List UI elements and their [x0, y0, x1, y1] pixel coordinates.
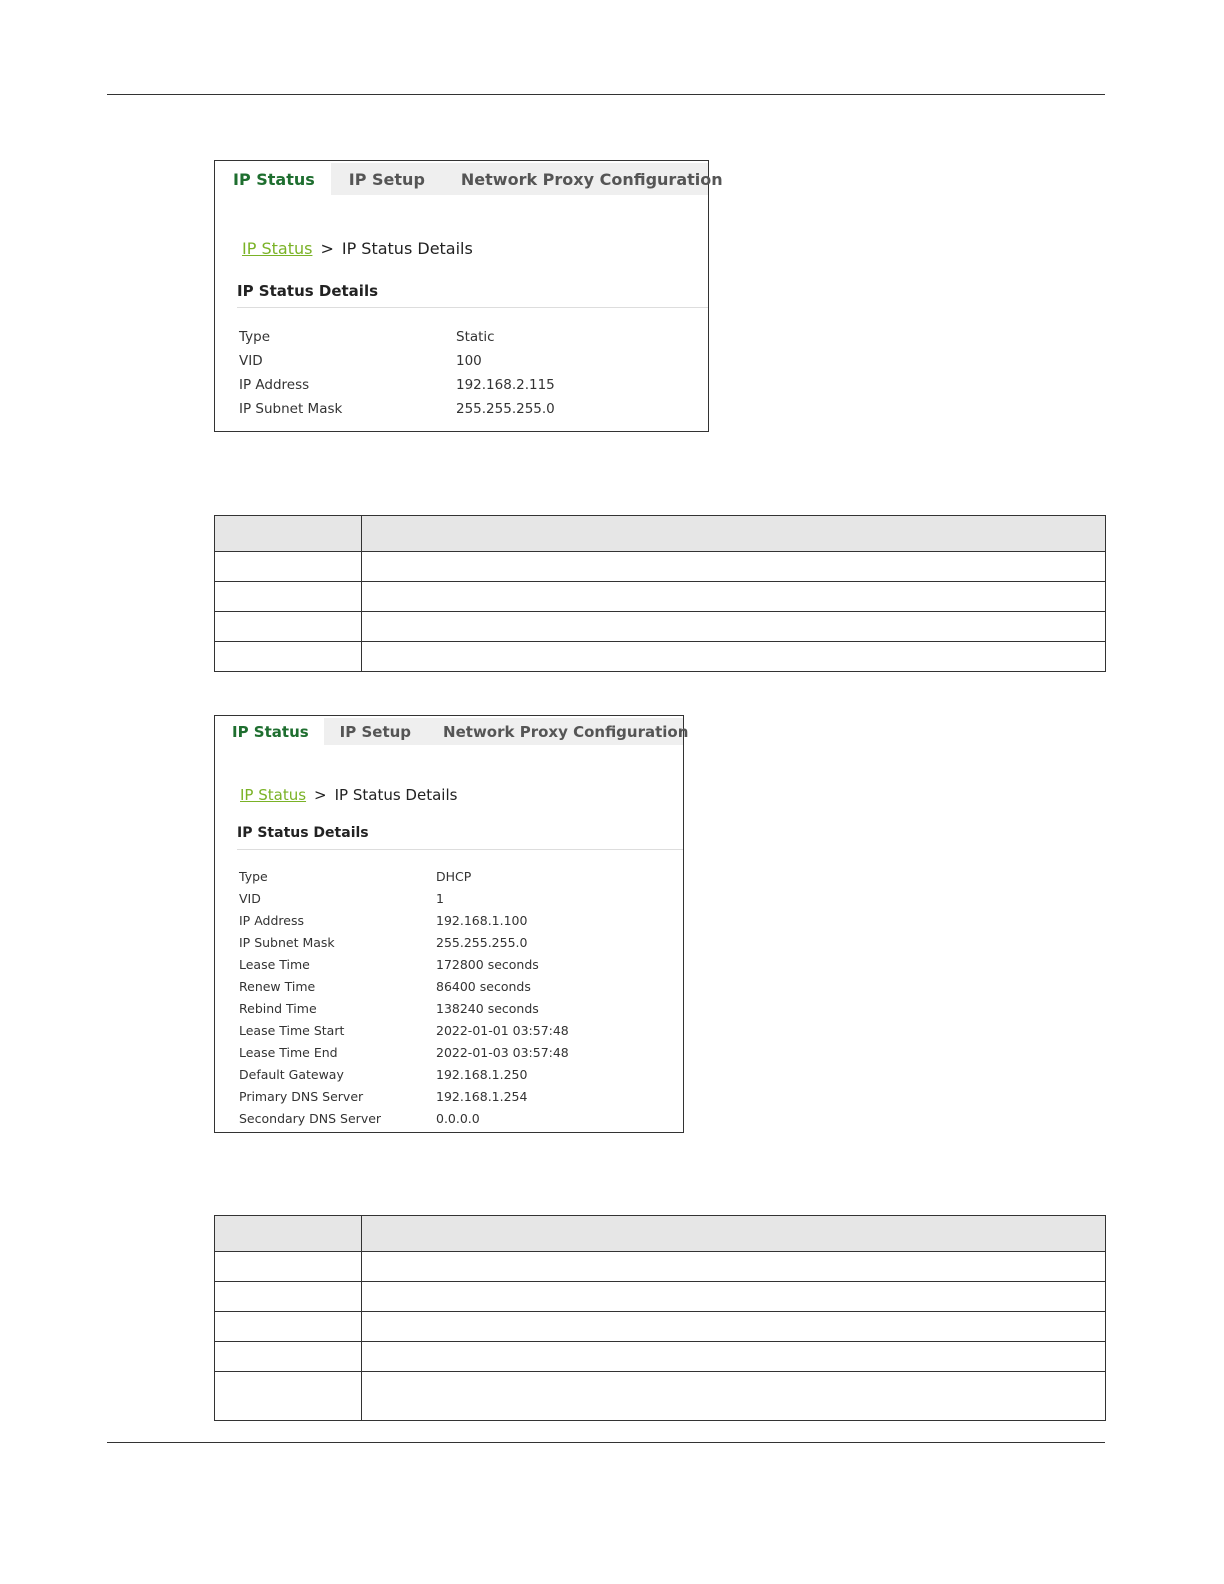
detail-row-secondary-dns-server: [239, 1108, 673, 1130]
table-cell: [362, 552, 1106, 582]
table-row: [215, 552, 1106, 582]
ip-status-details-panel-dhcp: [214, 715, 689, 1133]
table-cell: [215, 582, 362, 612]
detail-row-default-gateway: [239, 1064, 673, 1086]
detail-label: Type: [239, 869, 268, 884]
table-cell: [215, 552, 362, 582]
table-cell: [362, 612, 1106, 642]
table-cell: [215, 612, 362, 642]
table-row: [215, 1252, 1106, 1282]
page-header-rule: [107, 94, 1105, 95]
detail-label: VID: [239, 353, 263, 369]
detail-label: Primary DNS Server: [239, 1089, 364, 1104]
table-row: [215, 1312, 1106, 1342]
table-cell: [215, 642, 362, 672]
detail-row-lease-time-start: [239, 1020, 673, 1042]
tab-ip-status[interactable]: IP Status: [217, 718, 324, 745]
tab-network-proxy-configuration[interactable]: Network Proxy Configuration: [460, 169, 723, 189]
table-row: [215, 642, 1106, 672]
detail-label: IP Subnet Mask: [239, 935, 335, 950]
detail-label: IP Subnet Mask: [239, 401, 343, 417]
tab-ip-setup[interactable]: IP Setup: [339, 722, 412, 741]
table-header-cell: [215, 1216, 362, 1252]
table-cell: [362, 642, 1106, 672]
detail-row-ip-address: [239, 373, 698, 397]
detail-row-ip-address: [239, 910, 673, 932]
detail-row-vid: [239, 888, 673, 910]
detail-label: Rebind Time: [239, 1001, 317, 1016]
detail-value: 86400 seconds: [436, 979, 531, 994]
detail-row-rebind-time: [239, 998, 673, 1020]
detail-row-ip-subnet-mask: [239, 397, 698, 421]
tab-bar: [217, 163, 723, 195]
tab-bar: [217, 718, 689, 745]
field-description-table: [214, 1215, 1106, 1421]
detail-row-renew-time: [239, 976, 673, 998]
table-cell: [362, 1282, 1106, 1312]
table-header-row: [215, 516, 1106, 552]
breadcrumb-current: IP Status Details: [341, 239, 473, 258]
detail-row-ip-subnet-mask: [239, 932, 673, 954]
detail-row-type: [239, 325, 698, 349]
table-header-cell: [362, 516, 1106, 552]
section-divider: [237, 307, 708, 308]
details-list: [239, 866, 673, 1130]
breadcrumb: [242, 239, 473, 258]
tab-ip-status[interactable]: IP Status: [217, 163, 331, 195]
detail-label: Type: [239, 329, 271, 345]
table-row: [215, 582, 1106, 612]
detail-label: IP Address: [239, 913, 304, 928]
detail-row-primary-dns-server: [239, 1086, 673, 1108]
detail-row-lease-time: [239, 954, 673, 976]
table-cell: [362, 1252, 1106, 1282]
table-cell: [362, 1342, 1106, 1372]
detail-value: DHCP: [436, 869, 472, 884]
table-row: [215, 1372, 1106, 1421]
detail-value: Static: [456, 329, 495, 345]
table-cell: [215, 1312, 362, 1342]
field-description-table: [214, 515, 1106, 672]
breadcrumb-current: IP Status Details: [334, 786, 458, 804]
tab-ip-setup[interactable]: IP Setup: [348, 169, 425, 189]
breadcrumb-link-ip-status[interactable]: IP Status: [242, 239, 313, 258]
table-cell: [215, 1342, 362, 1372]
detail-value: 255.255.255.0: [456, 401, 555, 417]
table-cell: [215, 1252, 362, 1282]
detail-value: 100: [456, 353, 482, 369]
detail-label: Lease Time End: [239, 1045, 338, 1060]
breadcrumb-separator: >: [320, 239, 334, 258]
breadcrumb-link-ip-status[interactable]: IP Status: [240, 786, 307, 804]
breadcrumb: [240, 786, 457, 804]
details-list: [239, 325, 698, 421]
detail-value: 192.168.2.115: [456, 377, 555, 393]
detail-label: VID: [239, 891, 261, 906]
detail-value: 172800 seconds: [436, 957, 539, 972]
section-title: IP Status Details: [237, 282, 379, 300]
detail-row-vid: [239, 349, 698, 373]
detail-row-type: [239, 866, 673, 888]
detail-value: 1: [436, 891, 444, 906]
table-cell: [362, 582, 1106, 612]
detail-label: IP Address: [239, 377, 310, 393]
detail-value: 0.0.0.0: [436, 1111, 480, 1126]
table-row: [215, 1282, 1106, 1312]
table-header-row: [215, 1216, 1106, 1252]
table-cell: [362, 1372, 1106, 1421]
page-footer-rule: [107, 1442, 1105, 1443]
detail-label: Lease Time Start: [239, 1023, 345, 1038]
table-cell: [362, 1312, 1106, 1342]
detail-label: Lease Time: [239, 957, 310, 972]
detail-label: Renew Time: [239, 979, 316, 994]
table-cell: [215, 1282, 362, 1312]
detail-value: 2022-01-01 03:57:48: [436, 1023, 569, 1038]
detail-value: 255.255.255.0: [436, 935, 528, 950]
table-row: [215, 612, 1106, 642]
detail-label: Secondary DNS Server: [239, 1111, 382, 1126]
section-divider: [237, 849, 683, 850]
table-cell: [215, 1372, 362, 1421]
detail-label: Default Gateway: [239, 1067, 344, 1082]
ip-status-details-panel-static: [214, 160, 723, 432]
detail-value: 2022-01-03 03:57:48: [436, 1045, 569, 1060]
section-title: IP Status Details: [237, 825, 369, 841]
detail-value: 192.168.1.100: [436, 913, 528, 928]
tab-network-proxy-configuration[interactable]: Network Proxy Configuration: [443, 722, 689, 741]
detail-value: 192.168.1.254: [436, 1089, 528, 1104]
detail-value: 138240 seconds: [436, 1001, 539, 1016]
detail-row-lease-time-end: [239, 1042, 673, 1064]
detail-value: 192.168.1.250: [436, 1067, 528, 1082]
table-header-cell: [362, 1216, 1106, 1252]
table-header-cell: [215, 516, 362, 552]
breadcrumb-separator: >: [314, 786, 327, 804]
table-row: [215, 1342, 1106, 1372]
